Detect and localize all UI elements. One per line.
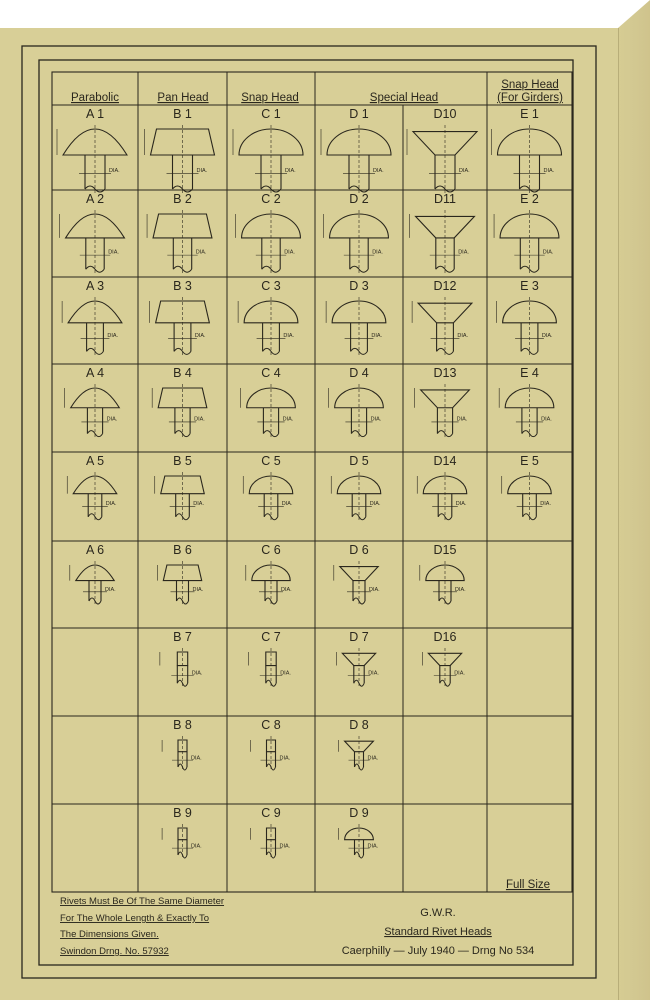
dimension-label: DIA. [372,249,383,256]
rivet-cell [238,279,298,355]
rivet-label: A 2 [85,192,105,206]
rivet-label: C 9 [261,806,281,820]
dimension-label: DIA. [541,416,552,423]
rivet-cell [494,192,559,273]
dimension-label: DIA. [283,333,295,340]
rivet-cell [331,454,381,521]
break-line [267,764,276,770]
rivet-label: C 7 [261,630,281,644]
rivet-label: B 2 [173,192,192,206]
rivet-cell [422,630,465,687]
rivet-label: D 4 [349,366,369,380]
dimension-label: DIA. [457,333,469,340]
rivet-cell [499,366,554,438]
rivet-cell [412,279,472,355]
dimension-label: DIA. [282,416,294,423]
rivet-label: A 6 [85,543,105,557]
rivet-cell [420,543,466,605]
dimension-label: DIA. [194,333,206,340]
rivet-cell [145,107,215,193]
table-border [52,72,572,892]
rivet-cell [160,630,203,687]
rivet-cell [407,107,477,193]
rivet-cell [236,192,301,273]
note-line-3: The Dimensions Given. [60,929,159,940]
rivet-cell [70,543,116,605]
dimension-label: DIA. [541,333,553,340]
dimension-label: DIA. [193,501,205,508]
dimension-label: DIA. [284,249,295,256]
rivet-label: E 5 [520,454,539,468]
rivet-cell [60,192,125,273]
dimension-label: DIA. [543,168,555,174]
rivet-cell [147,192,212,273]
column-header-parabolic: Parabolic [71,92,119,104]
rivet-label: C 6 [261,543,281,557]
rivet-cell [410,192,475,273]
rivet-label: D 6 [349,543,369,557]
rivet-label: B 5 [173,454,192,468]
dimension-label: DIA. [369,586,380,593]
dimension-label: DIA. [192,586,204,593]
rivet-cell [251,806,291,859]
dimension-label: DIA. [281,586,292,593]
rivet-label: A 1 [85,107,105,121]
dimension-label: DIA. [105,501,117,508]
dimension-label: DIA. [459,168,470,174]
dimension-label: DIA. [279,755,291,762]
rivet-cell [150,279,210,355]
dimension-label: DIA. [369,501,381,508]
rivet-cell [492,107,562,193]
rivet-label: C 8 [261,718,281,732]
rivet-label: D14 [433,454,457,468]
rivet-cell [233,107,303,193]
rivet-cell [417,454,467,521]
rivet-cell [155,454,205,521]
rivet-label: B 4 [173,366,192,380]
rivet-cells [57,107,562,859]
rivet-label: B 7 [173,630,192,644]
dimension-label: DIA. [373,168,384,174]
rivet-cell [497,279,557,355]
rivet-cell [241,366,296,438]
title-line-2: Standard Rivet Heads [384,926,492,938]
dimension-label: DIA. [109,168,120,174]
dimension-label: DIA. [454,670,465,677]
rivet-label: D 8 [349,718,369,732]
rivet-cell [336,630,379,687]
rivet-label: C 3 [261,279,281,293]
rivet-label: B 8 [173,718,192,732]
rivet-cell [67,454,117,521]
rivet-label: D 2 [349,192,369,206]
column-header-pan-head: Pan Head [157,92,209,104]
rivet-label: A 3 [85,279,105,293]
rivet-label: D13 [433,366,457,380]
column-header-snap-head-girders-sub: (For Girders) [497,92,563,104]
rivet-cell [339,718,379,771]
rivet-label: D15 [433,543,457,557]
dimension-label: DIA. [194,416,205,423]
rivet-cell [339,806,379,859]
break-line [178,764,187,770]
rivet-cell [329,366,384,438]
rivet-label: D 1 [349,107,369,121]
rivet-cell [334,543,380,605]
column-header-special-head: Special Head [369,92,439,104]
rivet-cell [162,806,202,859]
dimension-label: DIA. [368,670,379,677]
full-size-label: Full Size [505,879,551,891]
dimension-label: DIA. [281,501,293,508]
rivet-label: A 4 [85,366,105,380]
column-header-snap-head-girders: Snap Head [501,79,559,91]
rivet-cell [243,454,293,521]
break-line [355,852,364,858]
rivet-label: C 5 [261,454,281,468]
rivet-label: D 3 [349,279,369,293]
rivet-label: E 3 [520,279,539,293]
dimension-label: DIA. [542,249,554,256]
break-line [267,852,276,858]
rivet-cell [57,107,127,193]
rivet-label: E 2 [520,192,539,206]
inner-border [39,60,573,965]
rivet-label: D 9 [349,806,369,820]
rivet-label: B 9 [173,806,192,820]
dimension-label: DIA. [105,586,116,593]
rivet-label: E 4 [520,366,539,380]
rivet-label: D 7 [349,630,369,644]
title-line-3: Caerphilly — July 1940 — Drng No 534 [341,945,535,957]
rivet-cell [324,192,389,273]
rivet-cell [502,454,552,521]
dimension-label: DIA. [191,670,203,677]
rivet-label: D11 [433,192,457,206]
dimension-label: DIA. [455,501,467,508]
dimension-label: DIA. [458,249,469,256]
note-line-4: Swindon Drng. No. 57932 [60,946,169,957]
rivet-label: A 5 [85,454,105,468]
rivet-label: E 1 [520,107,539,121]
dimension-label: DIA. [108,249,119,256]
dimension-label: DIA. [106,416,118,423]
dimension-label: DIA. [540,501,552,508]
break-line [355,764,364,770]
rivet-label: B 3 [173,279,192,293]
dimension-label: DIA. [371,333,383,340]
rivet-cell [65,366,120,438]
dimension-label: DIA. [285,168,296,174]
title-line-1: G.W.R. [420,907,456,919]
rivet-cell [246,543,292,605]
rivet-cell [321,107,391,193]
note-line-2: For The Whole Length & Exactly To [60,913,210,924]
break-line [178,852,187,858]
rivet-label: D10 [433,107,457,121]
rivet-label: D12 [433,279,457,293]
rivet-label: D 5 [349,454,369,468]
rivet-cell [152,366,207,438]
dimension-label: DIA. [195,249,207,256]
dimension-label: DIA. [107,333,119,340]
rivet-label: B 1 [173,107,192,121]
dimension-label: DIA. [279,843,291,850]
dimension-label: DIA. [456,416,468,423]
rivet-label: D16 [433,630,457,644]
rivet-cell [326,279,386,355]
rivet-label: C 4 [261,366,281,380]
rivet-cell [248,630,291,687]
dimension-label: DIA. [370,416,382,423]
table-grid [52,72,572,892]
dimension-label: DIA. [191,843,202,850]
rivet-cell [251,718,291,771]
rivet-cell [162,718,202,771]
rivet-cell [62,279,122,355]
rivet-cell [157,543,203,605]
rivet-label: C 2 [261,192,281,206]
outer-border [22,46,596,978]
dimension-label: DIA. [191,755,202,762]
rivet-cell [415,366,470,438]
note-line-1: Rivets Must Be Of The Same Diameter [60,896,225,907]
dimension-label: DIA. [367,843,379,850]
dimension-label: DIA. [367,755,379,762]
dimension-label: DIA. [196,168,208,174]
rivet-label: C 1 [261,107,281,121]
dimension-label: DIA. [280,670,291,677]
rivet-label: B 6 [173,543,192,557]
dimension-label: DIA. [455,586,466,593]
column-header-snap-head: Snap Head [241,92,299,104]
